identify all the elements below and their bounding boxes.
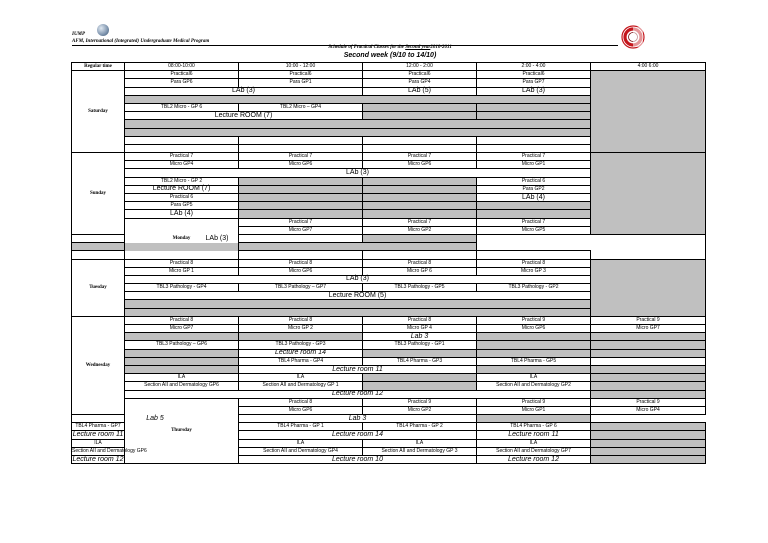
org-full-name: AFM, International (Integrated) Undergraduate Medical Program — [72, 39, 210, 44]
table-cell: LAb (3) — [477, 87, 591, 95]
table-cell: Practical 8 — [125, 316, 239, 324]
table-cell: Section AII and Dermatology GP6 — [72, 447, 147, 454]
shaded-cell — [125, 308, 591, 316]
table-cell: ILA — [477, 374, 591, 382]
table-cell: Micro GP 1 — [125, 267, 239, 275]
shaded-cell — [591, 153, 706, 235]
table-row — [72, 341, 706, 349]
table-cell: Para GP4 — [363, 79, 477, 87]
table-row — [72, 374, 706, 382]
table-cell — [72, 251, 125, 259]
shaded-cell — [363, 374, 477, 382]
table-cell: Lecture ROOM (5) — [125, 292, 591, 300]
table-row — [72, 390, 706, 398]
table-cell: Practical6 — [363, 71, 477, 79]
column-header: 08:00-10:00 — [125, 63, 239, 71]
table-cell: Para GP2 — [477, 185, 591, 193]
table-cell: Practical 8 — [477, 259, 591, 267]
shaded-cell — [591, 431, 706, 439]
document-header — [0, 0, 768, 62]
table-cell: ILA — [477, 439, 591, 447]
day-label-sunday: Sunday — [72, 153, 125, 235]
table-cell: Lecture room 10 — [239, 456, 477, 464]
table-cell: Practical 7 — [363, 153, 477, 161]
shaded-cell — [125, 95, 591, 103]
table-cell: ILA — [72, 439, 125, 447]
table-row — [72, 259, 706, 267]
header-row — [72, 63, 706, 71]
table-row — [72, 365, 706, 373]
table-cell: TBL4 Pharma - GP 6 — [477, 423, 591, 431]
table-row — [72, 325, 706, 333]
shaded-cell — [363, 202, 477, 210]
table-cell — [125, 136, 239, 144]
shaded-cell — [363, 382, 477, 390]
table-cell — [239, 136, 363, 144]
table-cell: ILA — [125, 374, 239, 382]
table-cell: Section AII and Dermatology GP6 — [125, 382, 239, 390]
table-cell: Practical 7 — [239, 218, 363, 226]
day-label-monday: Monday — [125, 218, 239, 259]
table-cell: Lab 3 — [239, 415, 477, 423]
table-row — [72, 234, 706, 242]
table-cell: Lecture room 14 — [239, 431, 477, 439]
table-cell: TBL3 Pathology - GP5 — [363, 284, 477, 292]
table-cell: Section AII and Dermatology GP4 — [239, 447, 363, 455]
table-cell — [239, 144, 363, 152]
table-cell — [363, 136, 477, 144]
shaded-cell — [591, 365, 706, 373]
table-cell: Practical 8 — [239, 398, 363, 406]
shaded-cell — [239, 194, 363, 202]
table-row — [72, 382, 706, 390]
shaded-cell — [477, 202, 591, 210]
table-cell: Practical 9 — [477, 316, 591, 324]
table-cell — [477, 251, 591, 259]
shaded-cell — [591, 456, 706, 464]
table-cell: Lecture room 12 — [72, 455, 124, 463]
table-cell: Practical6 — [477, 71, 591, 79]
table-cell: LAb (3) — [125, 169, 591, 177]
table-cell: Practical 6 — [477, 177, 591, 185]
table-cell: Practical 7 — [477, 153, 591, 161]
globe-logo — [97, 24, 109, 36]
table-cell: Section AII and Dermatology GP2 — [477, 382, 591, 390]
day-label-saturday: Saturday — [72, 71, 125, 153]
shaded-cell — [591, 447, 706, 455]
shaded-cell — [363, 349, 477, 357]
table-cell: Micro GP 4 — [363, 325, 477, 333]
table-cell: LAb (3) — [125, 275, 591, 283]
shaded-cell — [125, 128, 591, 136]
table-cell: Lecture ROOM (7) — [125, 185, 239, 193]
org-short-name: IUMP — [72, 32, 86, 37]
table-cell: Lecture room 12 — [125, 390, 591, 398]
schedule-table — [71, 62, 706, 464]
table-cell: TBL4 Pharma - GP 1 — [239, 423, 363, 431]
shaded-cell — [363, 194, 477, 202]
table-cell: Micro GP7 — [125, 325, 239, 333]
shaded-cell — [125, 300, 591, 308]
table-cell: Para GP7 — [477, 79, 591, 87]
table-cell: Micro GP5 — [477, 226, 591, 234]
shaded-cell — [363, 103, 477, 111]
shaded-cell — [125, 349, 239, 357]
day-label-tuesday: Tuesday — [72, 259, 125, 316]
shaded-cell — [239, 185, 363, 193]
shaded-cell — [591, 382, 706, 390]
table-cell: Section AII and Dermatology GP 3 — [363, 447, 477, 455]
table-cell: ILA — [239, 439, 363, 447]
table-cell: Micro GP 3 — [477, 267, 591, 275]
shaded-cell — [591, 259, 706, 316]
schedule-title-pre: Schedule of Practical Classes for the — [328, 45, 406, 50]
table-cell: Micro GP6 — [363, 161, 477, 169]
shaded-cell — [477, 341, 591, 349]
column-header: 10:00 - 12:00 — [239, 63, 363, 71]
table-cell: Section AII and Dermatology GP 1 — [239, 382, 363, 390]
shaded-cell — [125, 357, 239, 365]
table-cell: Micro GP7 — [591, 325, 706, 333]
table-cell: Micro GP2 — [363, 406, 477, 414]
table-cell: TBL2 Micro - GP 2 — [125, 177, 239, 185]
day-label-thursday: Thursday — [125, 398, 239, 464]
table-cell: TBL3 Pathology - GP2 — [477, 284, 591, 292]
table-cell: Practical 8 — [239, 259, 363, 267]
shaded-cell — [477, 415, 591, 423]
table-row — [72, 243, 706, 251]
table-cell: Lecture room 12 — [477, 456, 591, 464]
table-cell: Practical 7 — [125, 153, 239, 161]
table-cell: Practical 7 — [363, 218, 477, 226]
table-cell: Lecture room 11 — [72, 431, 124, 439]
shaded-cell — [239, 210, 363, 218]
shaded-cell — [239, 202, 363, 210]
table-cell: TBL4 Pharma - GP5 — [477, 357, 591, 365]
table-cell — [477, 144, 591, 152]
table-cell: LAb (4) — [477, 194, 591, 202]
shaded-cell — [477, 333, 591, 341]
table-row — [72, 71, 706, 79]
shaded-cell — [477, 365, 591, 373]
table-cell — [125, 144, 239, 152]
shaded-cell — [477, 112, 591, 120]
table-cell: Practical 8 — [239, 316, 363, 324]
table-cell: Practical 8 — [363, 316, 477, 324]
table-cell: Para GP6 — [125, 79, 239, 87]
table-cell: Practical 9 — [363, 398, 477, 406]
table-cell: TBL4 Pharma - GP3 — [363, 357, 477, 365]
schedule-title-post: 2010-2011 — [430, 45, 452, 50]
table-cell: TBL3 Pathology – GP7 — [239, 284, 363, 292]
table-cell: Practical 8 — [125, 259, 239, 267]
table-cell — [591, 357, 706, 365]
table-cell: Lab 3 — [363, 333, 477, 341]
schedule-title — [200, 45, 580, 50]
shaded-cell — [125, 333, 239, 341]
table-cell: Practical 9 — [591, 398, 706, 406]
shaded-cell — [477, 103, 591, 111]
table-cell: TBL2 Micro – GP4 — [239, 103, 363, 111]
table-row — [72, 349, 706, 357]
column-header: 2:00 - 4:00 — [477, 63, 591, 71]
table-cell: Para GP5 — [125, 202, 239, 210]
shaded-cell — [239, 333, 363, 341]
table-cell: TBL3 Pathology – GP6 — [125, 341, 239, 349]
table-cell: Micro GP4 — [591, 406, 706, 414]
table-cell: Micro GP2 — [363, 226, 477, 234]
table-cell: ILA — [239, 374, 363, 382]
schedule-title-year: Second year — [405, 45, 431, 50]
shaded-cell — [477, 210, 591, 218]
university-logo — [621, 25, 645, 49]
table-cell: Lecture ROOM (7) — [125, 112, 363, 120]
table-cell: Micro GP 6 — [363, 267, 477, 275]
table-cell: TBL3 Pathology - GP1 — [363, 341, 477, 349]
shaded-cell — [363, 177, 477, 185]
table-cell: Micro GP4 — [125, 161, 239, 169]
table-cell: Practical6 — [125, 71, 239, 79]
table-cell: TBL4 Pharma - GP 2 — [363, 423, 477, 431]
table-cell: TBL2 Micro - GP 6 — [125, 103, 239, 111]
shaded-cell — [477, 349, 591, 357]
table-cell: Lecture room 11 — [239, 365, 477, 373]
shaded-cell — [591, 374, 706, 382]
shaded-cell — [591, 423, 706, 431]
table-cell: Micro GP7 — [239, 226, 363, 234]
table-row — [72, 153, 706, 161]
shaded-cell — [363, 185, 477, 193]
table-cell — [363, 251, 477, 259]
table-cell: Practical 7 — [477, 218, 591, 226]
table-cell: LAb (3) — [72, 234, 363, 242]
table-cell: Lecture room 14 — [239, 349, 363, 357]
table-row — [72, 415, 706, 423]
shaded-cell — [363, 210, 477, 218]
shaded-cell — [591, 349, 706, 357]
shaded-cell — [591, 333, 706, 341]
shaded-cell — [591, 439, 706, 447]
table-cell: Practical 7 — [239, 153, 363, 161]
shaded-cell — [591, 390, 706, 398]
table-cell: Micro GP 2 — [239, 325, 363, 333]
column-header: 4:00 6:00 — [591, 63, 706, 71]
table-row — [72, 398, 706, 406]
table-cell: Practical 6 — [125, 194, 239, 202]
column-header: 12:00 - 2:00 — [363, 63, 477, 71]
table-cell: TBL3 Pathology - GP4 — [125, 284, 239, 292]
table-cell: LAb (4) — [125, 210, 239, 218]
table-cell — [363, 144, 477, 152]
table-cell: Micro GP6 — [239, 406, 363, 414]
week-title: Second week (9/10 to 14/10) — [343, 52, 437, 59]
table-cell: Practical 9 — [477, 398, 591, 406]
table-cell: Practical6 — [239, 71, 363, 79]
shaded-cell — [363, 234, 477, 242]
shaded-cell — [363, 112, 477, 120]
table-cell: TBL4 Pharma - GP4 — [239, 357, 363, 365]
table-cell: Micro GP6 — [239, 161, 363, 169]
table-cell: Practical 8 — [363, 259, 477, 267]
table-cell: LAb (3) — [125, 87, 363, 95]
table-cell — [477, 136, 591, 144]
table-cell: TBL3 Pathology - GP3 — [239, 341, 363, 349]
shaded-cell — [591, 71, 706, 153]
table-cell — [239, 251, 363, 259]
table-cell: Practical 9 — [591, 316, 706, 324]
table-row — [72, 316, 706, 324]
table-row — [72, 333, 706, 341]
shaded-cell — [239, 177, 363, 185]
table-cell: Micro GP6 — [477, 325, 591, 333]
table-cell: LAb (5) — [363, 87, 477, 95]
shaded-cell — [125, 365, 239, 373]
table-cell: Para GP1 — [239, 79, 363, 87]
table-cell: TBL4 Pharma - GP7 — [72, 423, 125, 431]
table-cell: Micro GP1 — [477, 161, 591, 169]
table-cell: Micro GP1 — [477, 406, 591, 414]
table-cell: Micro GP6 — [239, 267, 363, 275]
table-cell: ILA — [363, 439, 477, 447]
table-row — [72, 357, 706, 365]
table-cell: Section AII and Dermatology GP7 — [477, 447, 591, 455]
shaded-cell — [125, 120, 591, 128]
table-cell: Lecture room 11 — [477, 431, 591, 439]
shaded-cell — [591, 341, 706, 349]
table-cell: Lab 5 — [72, 415, 239, 423]
shaded-cell — [72, 243, 477, 251]
day-label-wednesday: Wednesday — [72, 316, 125, 414]
column-header: Regular time — [72, 63, 125, 71]
